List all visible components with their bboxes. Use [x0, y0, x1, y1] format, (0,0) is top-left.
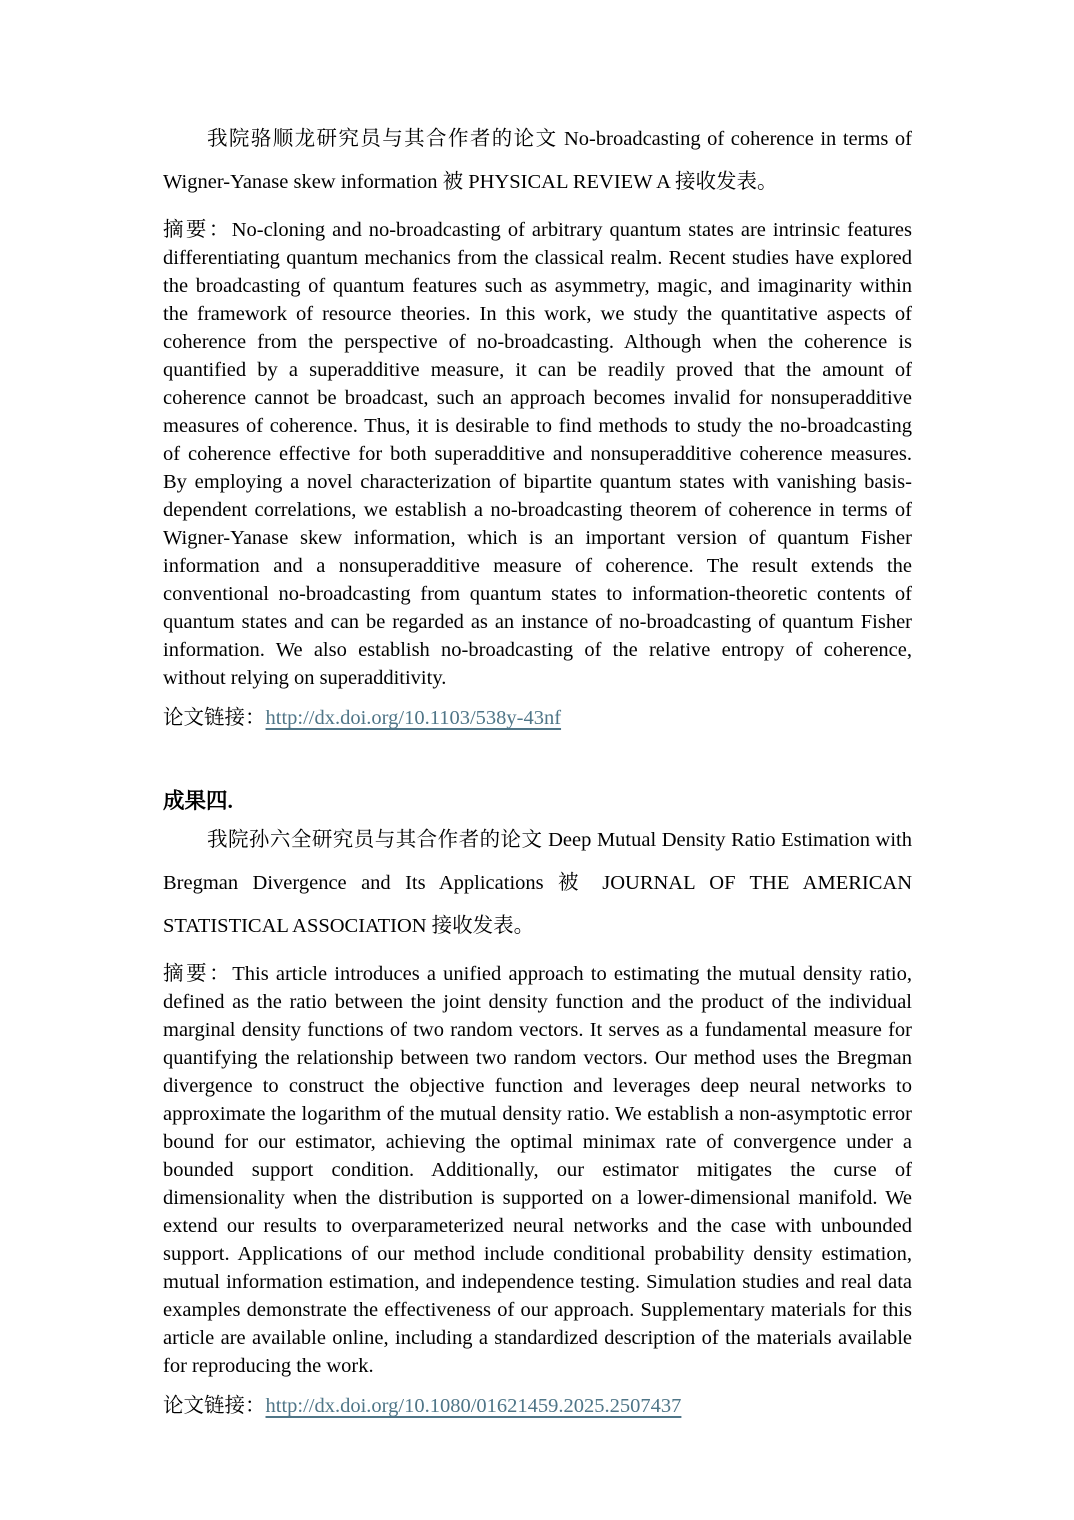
- paper3-doi-link[interactable]: http://dx.doi.org/10.1103/538y-43nf: [265, 707, 562, 729]
- paper4-link-label: 论文链接：: [163, 1395, 266, 1417]
- paper3-abstract-text: No-cloning and no-broadcasting of arbitrary quantum states are intrinsic features differentiating quantum mechanics from the classical realm. Recent studies have explored the broadcasting of quantum features such as asymmetry, magic, and imaginarity within the framework of resource theories. In this work, we study the quantitative aspects of coherence from the perspective of no-broadcasting. Although when the coherence is quantified by a superadditive measure, it can be readily proved that the amount of coherence cannot be broadcast, such an approach becomes invalid for nonsuperadditive measures of coherence. Thus, it is desirable to find methods to study the no-broadcasting of coherence effective for both superadditive and nonsuperadditive coherence measures. By employing a novel characterization of bipartite quantum states with vanishing basis-dependent correlations, we establish a no-broadcasting theorem of coherence in terms of Wigner-Yanase skew information, which is an important version of quantum Fisher information and a nonsuperadditive measure of coherence. The result extends the conventional no-broadcasting from quantum states to information-theoretic contents of quantum states and can be regarded as an instance of no-broadcasting of quantum Fisher information. We also establish no-broadcasting of the relative entropy of coherence, without relying on superadditivity.: [163, 219, 912, 689]
- paper3-announcement-text: 我院骆顺龙研究员与其合作者的论文 No-broadcasting of coherence in terms of Wigner-Yanase skew information 被 PHYSICAL REVIEW A 接收发表。: [163, 128, 912, 193]
- paper3-abstract-label: 摘要：: [163, 219, 232, 241]
- paper-announcement-3: [163, 118, 912, 734]
- paper3-link-line: [163, 702, 912, 734]
- paper4-abstract-text: This article introduces a unified approach to estimating the mutual density ratio, defined as the ratio between the joint density function and the product of the individual marginal density functions of two random vectors. It serves as a fundamental measure for quantifying the relationship between two random vectors. Our method uses the Bregman divergence to construct the objective function and leverages deep neural networks to approximate the logarithm of the mutual density ratio. We establish a non-asymptotic error bound for our estimator, achieving the optimal minimax rate of convergence under a bounded support condition. Additionally, our estimator mitigates the curse of dimensionality when the distribution is supported on a lower-dimensional manifold. We extend our results to overparameterized neural networks and the case with unbounded support. Applications of our method include conditional probability density estimation, mutual information estimation, and independence testing. Simulation studies and real data examples demonstrate the effectiveness of our approach. Supplementary materials for this article are available online, including a standardized description of the materials available for reproducing the work.: [163, 963, 913, 1377]
- paper4-doi-link[interactable]: http://dx.doi.org/10.1080/01621459.2025.2507437: [265, 1395, 682, 1417]
- paper4-abstract: [163, 960, 912, 1380]
- paper4-announcement-text: 我院孙六全研究员与其合作者的论文 Deep Mutual Density Ratio Estimation with Bregman Divergence and Its Applications 被 JOURNAL OF THE AMERICAN STATISTICAL ASSOCIATION 接收发表。: [163, 829, 912, 937]
- section-heading-result4: 成果四.: [163, 789, 233, 813]
- paper4-abstract-label: 摘要：: [163, 963, 233, 985]
- paper-announcement-4: [163, 819, 912, 1422]
- paper3-abstract: [163, 216, 912, 692]
- paper4-link-line: [163, 1390, 912, 1422]
- paper3-link-label: 论文链接：: [163, 707, 266, 729]
